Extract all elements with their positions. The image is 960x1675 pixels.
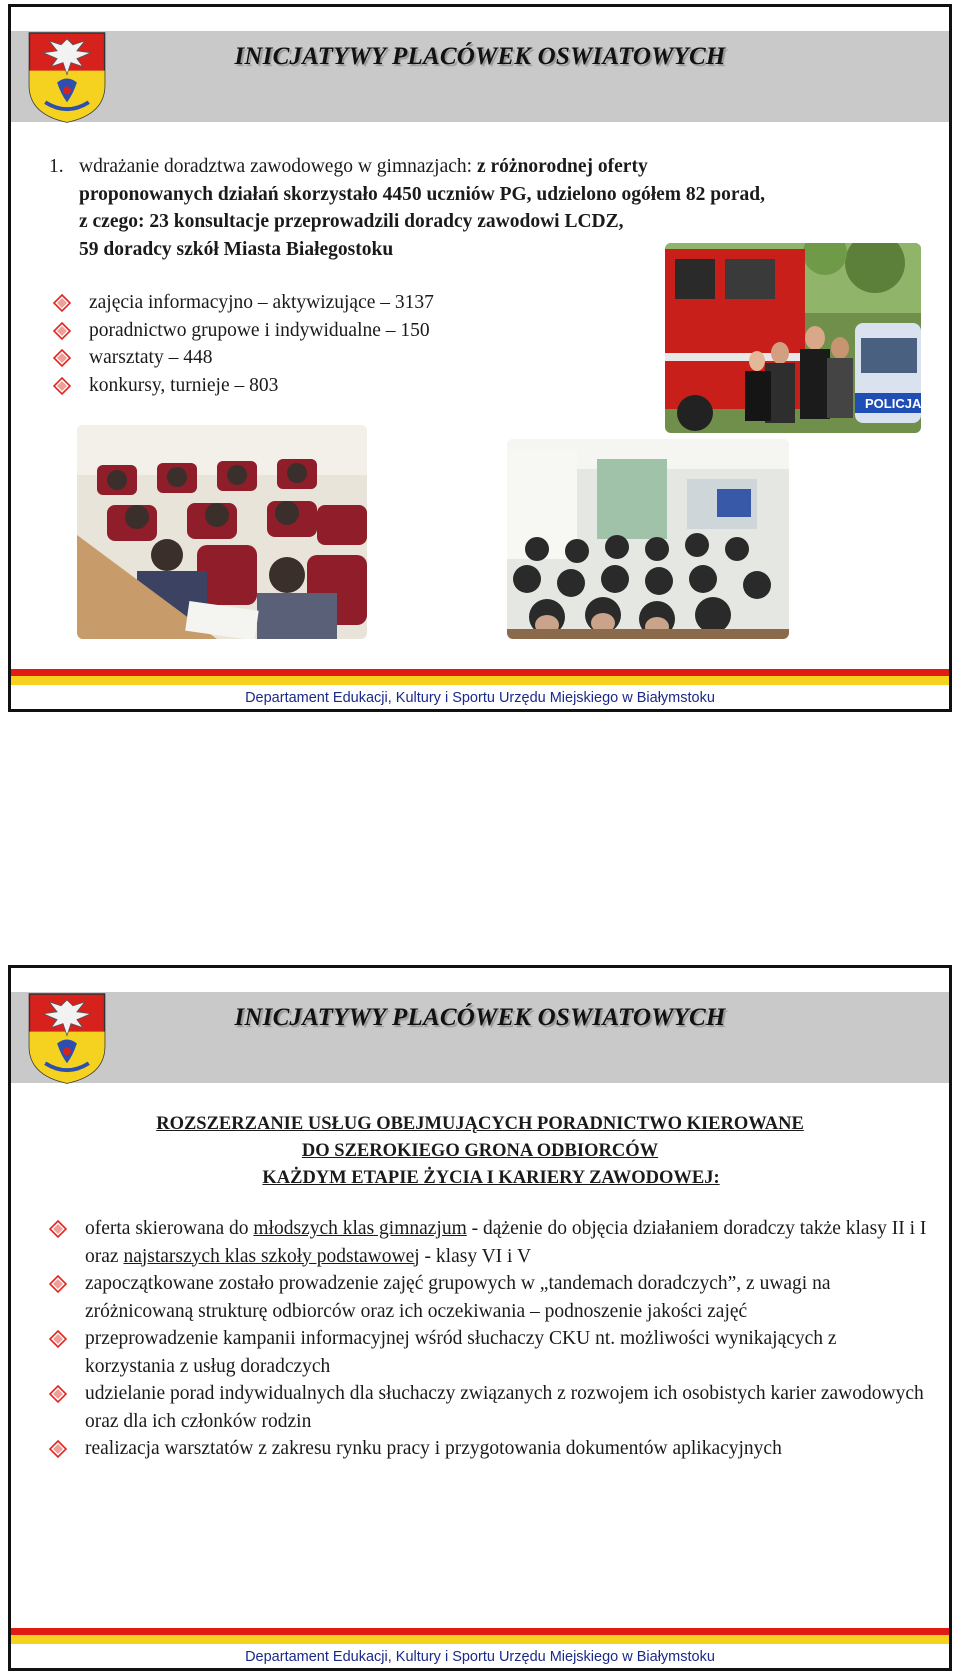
footer-text: Departament Edukacji, Kultury i Sportu Urzędu Miejskiego w Białymstoku bbox=[245, 690, 715, 706]
heading-line-2: DO SZEROKIEGO GRONA ODBIORCÓW bbox=[301, 1141, 659, 1161]
bullet-text: - dążenie do objęcia działaniem doradczy także klasy II i I oraz bbox=[85, 1218, 927, 1267]
list-item bbox=[47, 1215, 927, 1270]
diamond-bullet-icon bbox=[53, 349, 71, 367]
slide-title: INICJATYWY PLACÓWEK OSWIATOWYCH bbox=[234, 1004, 726, 1031]
lecture-hall-photo bbox=[507, 439, 789, 639]
diamond-bullet-icon bbox=[53, 322, 71, 340]
heading-line-1: ROZSZERZANIE USŁUG OBEJMUJĄCYCH PORADNICTWO KIEROWANE bbox=[156, 1114, 804, 1134]
list-item bbox=[47, 1380, 927, 1435]
intro-bold-3: z czego: 23 konsultacje przeprowadzili doradcy zawodowi LCDZ, bbox=[79, 211, 624, 232]
intro-lead: wdrażanie doradztwa zawodowego w gimnazjach: bbox=[79, 156, 477, 177]
list-item bbox=[47, 1325, 927, 1380]
diamond-bullet-icon bbox=[49, 1330, 67, 1348]
service-list bbox=[47, 1215, 927, 1463]
list-item bbox=[47, 1270, 927, 1325]
intro-bold-4: 59 doradcy szkół Miasta Białegostoku bbox=[79, 238, 394, 260]
students-writing-photo bbox=[77, 425, 367, 639]
list-number: 1. bbox=[49, 156, 64, 177]
list-item: poradnictwo grupowe i indywidualne – 150 bbox=[51, 317, 611, 345]
slide-2 bbox=[8, 965, 952, 1671]
list-item: zajęcia informacyjno – aktywizujące – 3137 bbox=[51, 289, 611, 317]
slide-title: INICJATYWY PLACÓWEK OSWIATOWYCH bbox=[234, 43, 726, 70]
footer-text: Departament Edukacji, Kultury i Sportu Urzędu Miejskiego w Białymstoku bbox=[245, 1649, 715, 1665]
heading-line-3: KAŻDYM ETAPIE ŻYCIA I KARIERY ZAWODOWEJ: bbox=[262, 1168, 720, 1188]
section-heading bbox=[11, 1111, 949, 1192]
bullet-text: realizacja warsztatów z zakresu rynku pracy i przygotowania dokumentów aplikacyjnych bbox=[85, 1438, 782, 1459]
slide-1 bbox=[8, 4, 952, 712]
list-item: warsztaty – 448 bbox=[51, 344, 611, 372]
underlined-text: młodszych klas gimnazjum bbox=[253, 1218, 467, 1239]
bullet-text: - klasy VI i V bbox=[419, 1245, 532, 1267]
footer-stripes bbox=[11, 669, 949, 685]
list-item bbox=[47, 1435, 927, 1463]
bullet-text: przeprowadzenie kampanii informacyjnej wśród słuchaczy CKU nt. możliwości wynikających z korzystania z usług doradczych bbox=[85, 1328, 837, 1377]
underlined-text: najstarszych klas szkoły podstawowej bbox=[123, 1245, 420, 1267]
diamond-bullet-icon bbox=[53, 294, 71, 312]
bullet-text: udzielanie porad indywidualnych dla słuchaczy związanych z rozwojem ich osobistych karier zawodowych oraz dla ich członków rodzin bbox=[85, 1383, 924, 1432]
fire-truck-photo bbox=[665, 243, 921, 433]
diamond-bullet-icon bbox=[49, 1275, 67, 1293]
bullet-text: oferta skierowana do bbox=[85, 1218, 254, 1239]
police-sign: POLICJA bbox=[865, 396, 921, 411]
diamond-bullet-icon bbox=[49, 1440, 67, 1458]
diamond-bullet-icon bbox=[49, 1385, 67, 1403]
intro-bold-1: z różnorodnej oferty bbox=[476, 156, 648, 177]
diamond-bullet-icon bbox=[53, 377, 71, 395]
intro-bold-2: proponowanych działań skorzystało 4450 uczniów PG, udzielono ogółem 82 porad, bbox=[79, 183, 765, 205]
activity-list bbox=[51, 289, 611, 399]
diamond-bullet-icon bbox=[49, 1220, 67, 1238]
list-item: konkursy, turnieje – 803 bbox=[51, 372, 611, 400]
bullet-text: zapoczątkowane zostało prowadzenie zajęć grupowych w „tandemach doradczych”, z uwagi na zróżnicowaną strukturę odbiorców oraz ich oczekiwania – podnoszenie jakości zajęć bbox=[85, 1273, 831, 1322]
footer-stripes bbox=[11, 1628, 949, 1644]
